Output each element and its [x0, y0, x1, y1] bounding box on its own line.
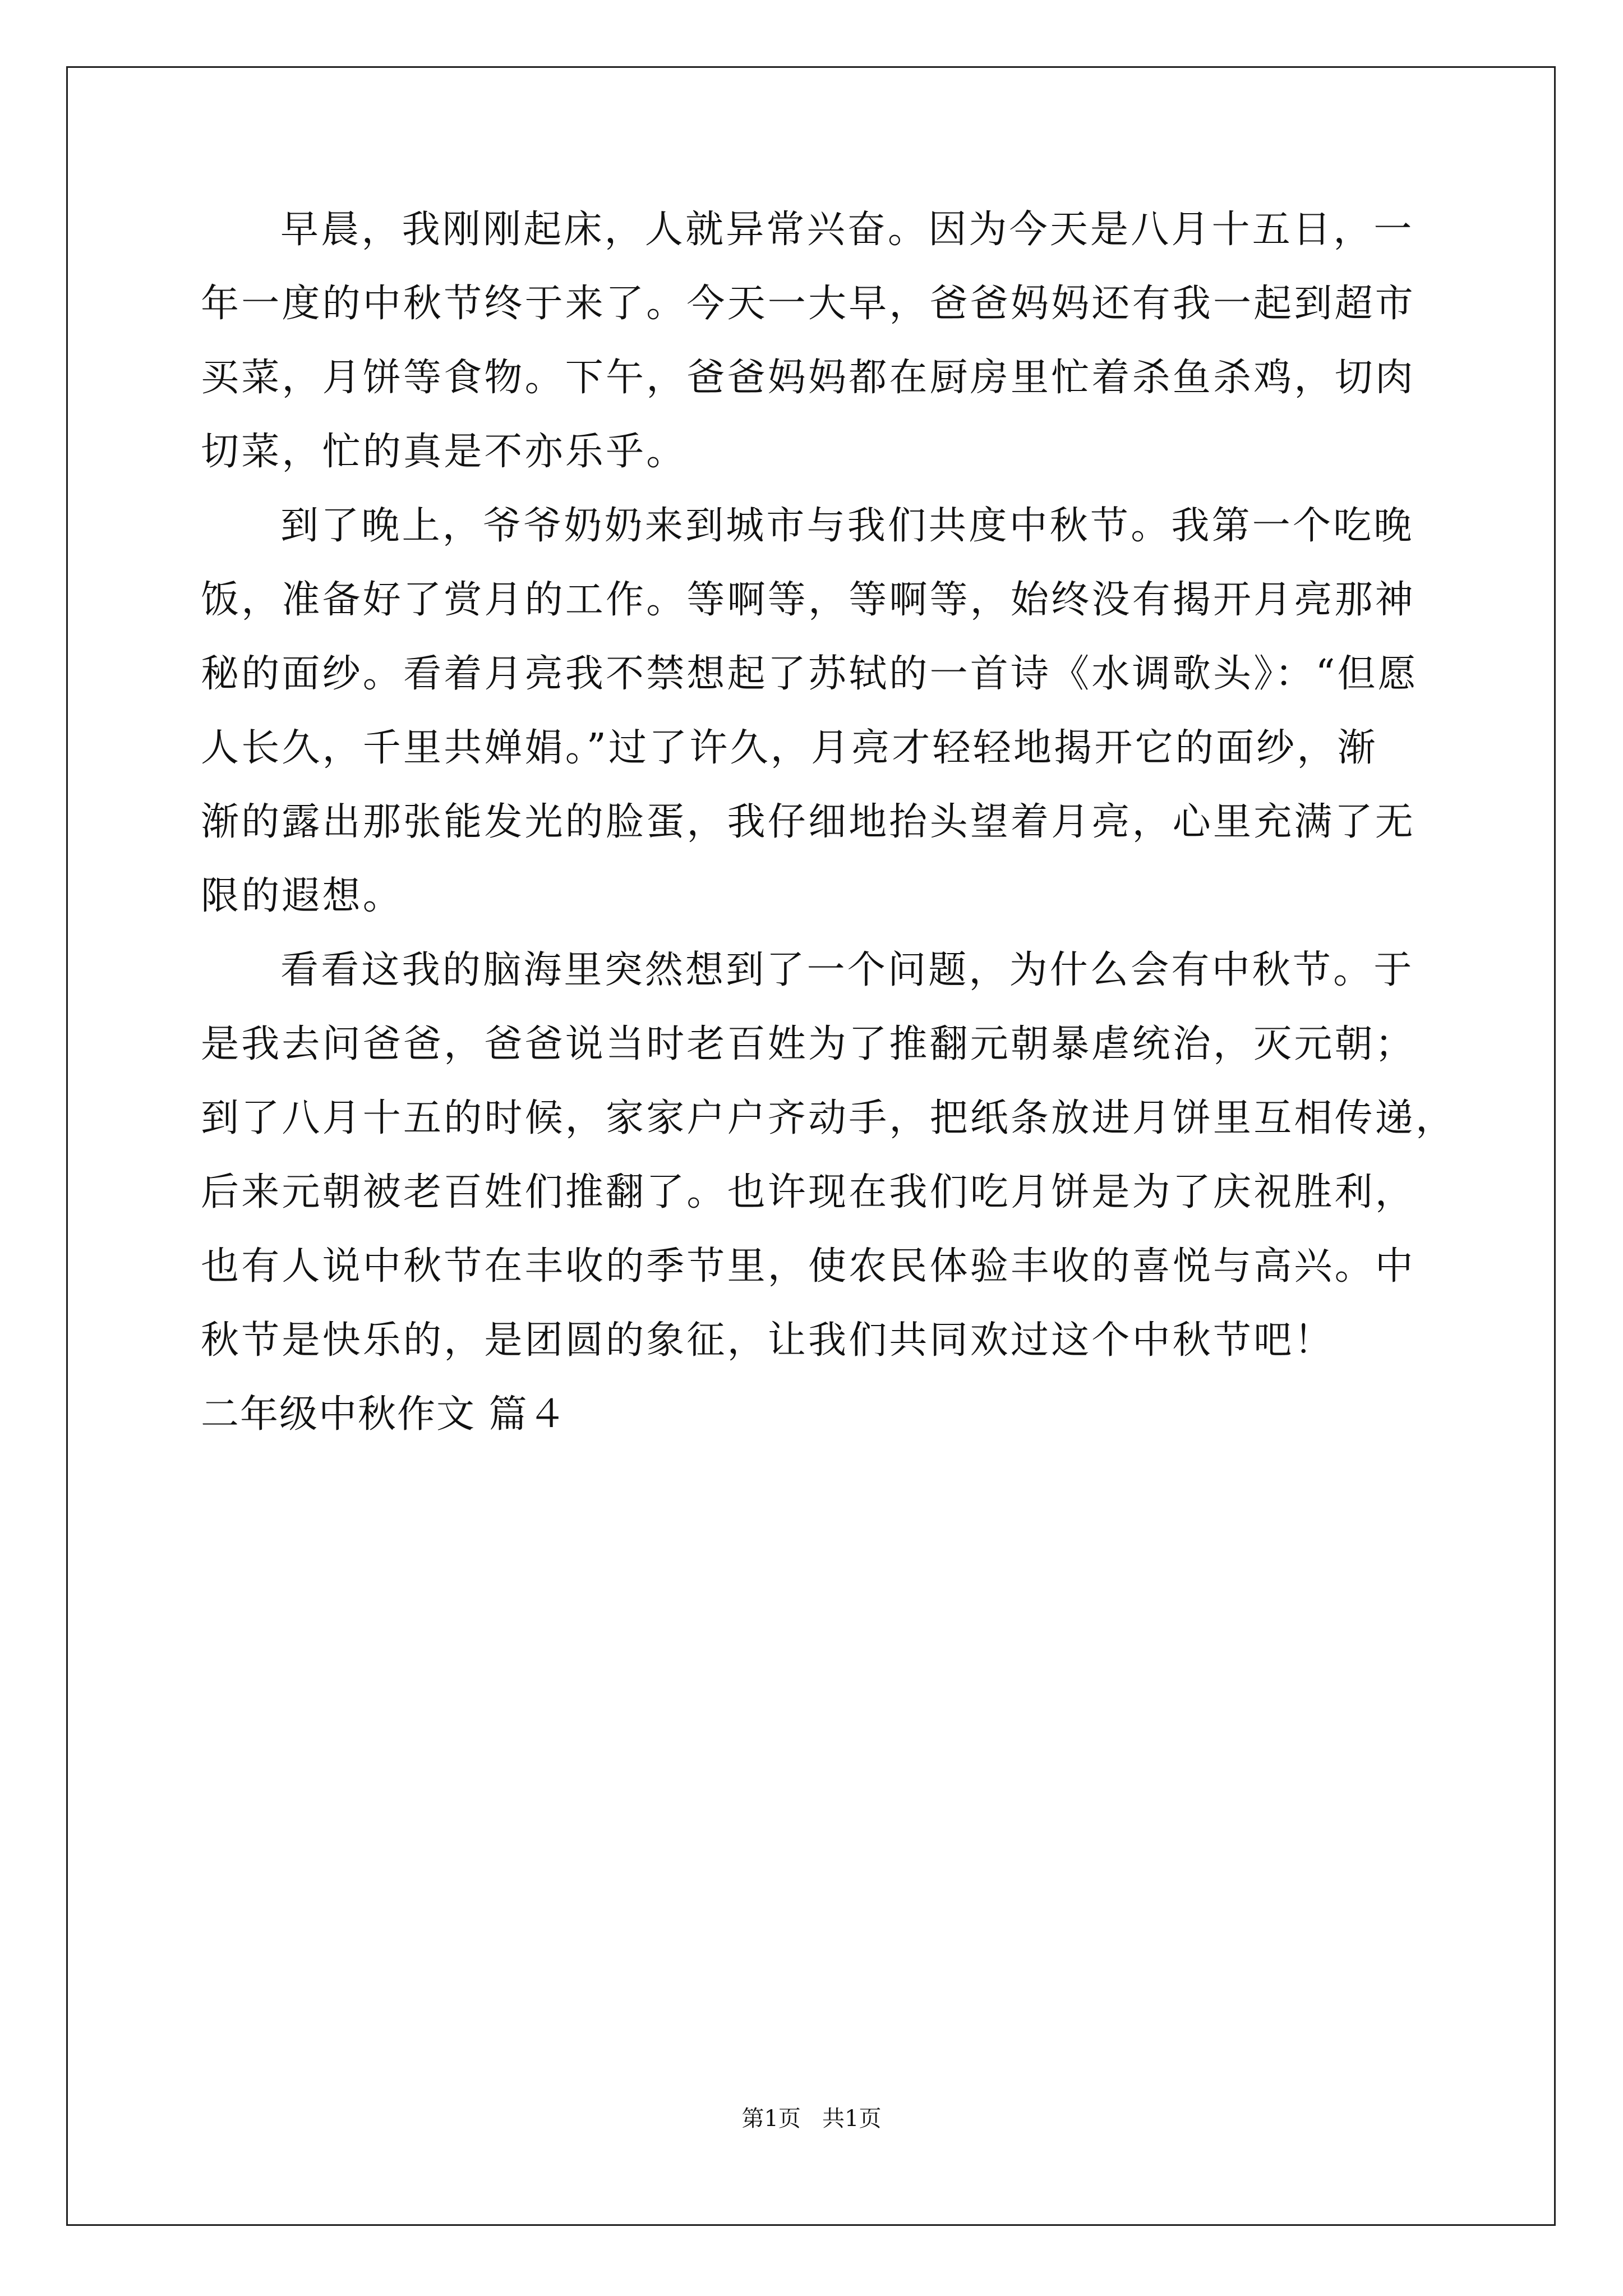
- paragraph-1-line-3: 买菜，月饼等食物。下午，爸爸妈妈都在厨房里忙着杀鱼杀鸡，切肉: [201, 356, 1416, 400]
- paragraph-2-line-2: 饭，准备好了赏月的工作。等啊等，等啊等，始终没有揭开月亮那神: [201, 578, 1416, 622]
- paragraph-3-line-3: 到了八月十五的时候，家家户户齐动手，把纸条放进月饼里互相传递，: [201, 1096, 1456, 1140]
- paragraph-2-line-6: 限的遐想。: [201, 874, 404, 918]
- section-heading: 二年级中秋作文 篇４: [201, 1392, 568, 1437]
- paragraph-3-line-4: 后来元朝被老百姓们推翻了。也许现在我们吃月饼是为了庆祝胜利，: [201, 1170, 1416, 1214]
- paragraph-1-line-1: 早晨，我刚刚起床，人就异常兴奋。因为今天是八月十五日，一: [280, 208, 1414, 252]
- paragraph-1-line-2: 年一度的中秋节终于来了。今天一大早，爸爸妈妈还有我一起到超市: [201, 282, 1416, 326]
- paragraph-3-line-1: 看看这我的脑海里突然想到了一个问题，为什么会有中秋节。于: [280, 948, 1414, 992]
- paragraph-3-line-6: 秋节是快乐的，是团圆的象征，让我们共同欢过这个中秋节吧！: [201, 1318, 1335, 1363]
- paragraph-1-line-4: 切菜，忙的真是不亦乐乎。: [201, 430, 687, 474]
- paragraph-3-line-5: 也有人说中秋节在丰收的季节里，使农民体验丰收的喜悦与高兴。中: [201, 1244, 1416, 1289]
- paragraph-2-line-4: 人长久，千里共婵娟。”过了许久，月亮才轻轻地揭开它的面纱，渐: [201, 726, 1378, 770]
- paragraph-2-line-3: 秘的面纱。看着月亮我不禁想起了苏轼的一首诗《水调歌头》：“但愿: [201, 652, 1418, 696]
- paragraph-2-line-1: 到了晚上，爷爷奶奶来到城市与我们共度中秋节。我第一个吃晚: [280, 504, 1414, 548]
- paragraph-2-line-5: 渐的露出那张能发光的脸蛋，我仔细地抬头望着月亮，心里充满了无: [201, 800, 1416, 844]
- page-number-footer: 第1页 共1页: [741, 2106, 882, 2132]
- paragraph-3-line-2: 是我去问爸爸，爸爸说当时老百姓为了推翻元朝暴虐统治，灭元朝；: [201, 1022, 1416, 1066]
